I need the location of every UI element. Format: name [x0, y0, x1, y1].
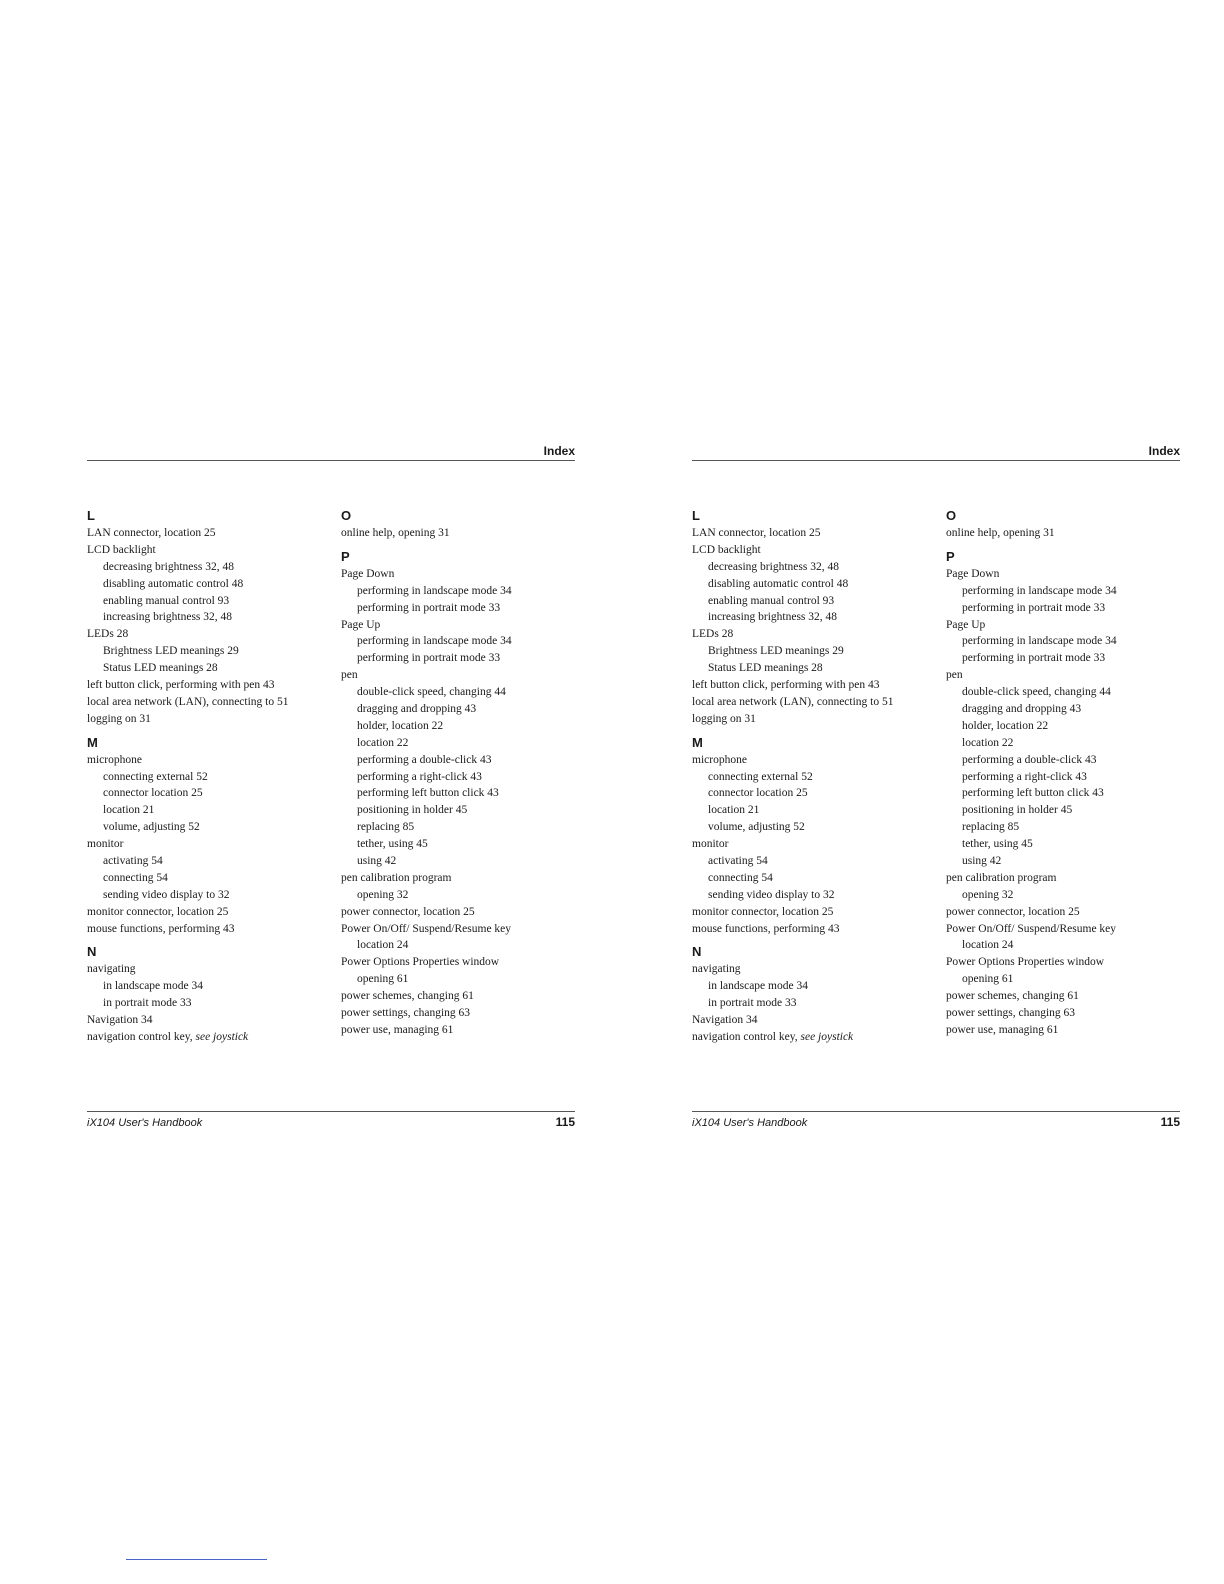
entry-text: enabling manual control 93 — [103, 594, 230, 607]
entry-text: monitor connector, location 25 — [87, 905, 229, 918]
entry-text: LAN connector, location 25 — [87, 527, 216, 539]
index-column-2 — [946, 507, 1186, 1039]
entry-text: sending video display to 32 — [708, 888, 835, 901]
index-subentry — [946, 650, 1186, 667]
entry-text: performing in landscape mode 34 — [962, 584, 1117, 597]
index-entry — [341, 566, 581, 583]
entry-text: in landscape mode 34 — [708, 980, 808, 993]
index-subentry — [87, 995, 327, 1012]
entry-text: logging on 31 — [692, 712, 756, 725]
entry-text: dragging and dropping 43 — [962, 703, 1082, 716]
index-subentry — [341, 887, 581, 904]
index-subentry — [341, 836, 581, 853]
index-entry — [692, 961, 932, 978]
index-entry — [692, 694, 932, 711]
entry-text: decreasing brightness 32, 48 — [103, 560, 234, 573]
index-entry — [87, 525, 327, 542]
index-subentry — [946, 836, 1186, 853]
index-subentry — [341, 583, 581, 600]
entry-text: activating 54 — [103, 855, 163, 868]
entry-text: opening 32 — [357, 888, 409, 901]
entry-text: Page Up — [946, 618, 986, 631]
index-subentry — [692, 769, 932, 786]
index-subentry — [87, 785, 327, 802]
entry-text: performing a right-click 43 — [357, 770, 482, 783]
index-subentry — [946, 819, 1186, 836]
index-subentry — [87, 593, 327, 610]
index-entry — [341, 667, 581, 684]
index-entry — [692, 752, 932, 769]
entry-text: navigating — [692, 963, 741, 976]
index-entry — [341, 988, 581, 1005]
index-subentry — [87, 576, 327, 593]
index-entry — [87, 1029, 327, 1046]
entry-text: pen — [341, 669, 358, 682]
section-letter: O — [341, 508, 352, 523]
entry-text: Brightness LED meanings 29 — [708, 645, 844, 658]
entry-text: performing left button click 43 — [962, 787, 1104, 800]
index-entry — [341, 954, 581, 971]
entry-text: pen calibration program — [946, 871, 1057, 884]
entry-text: power connector, location 25 — [341, 905, 475, 918]
entry-text: sending video display to 32 — [103, 888, 230, 901]
entry-text: LCD backlight — [87, 543, 156, 556]
section-letter: N — [87, 944, 97, 960]
index-section — [692, 507, 932, 728]
page-number: 115 — [555, 1115, 575, 1129]
index-entry — [692, 525, 932, 542]
index-subentry — [946, 785, 1186, 802]
entry-text: positioning in holder 45 — [357, 804, 468, 817]
entry-text: left button click, performing with pen 43 — [87, 679, 275, 692]
entry-text: performing a double-click 43 — [962, 753, 1097, 766]
running-head: Index — [543, 444, 575, 458]
entry-text: logging on 31 — [87, 712, 151, 725]
index-subentry — [692, 660, 932, 677]
entry-text: location 24 — [357, 939, 409, 952]
index-entry — [946, 525, 1186, 542]
entry-text: double-click speed, changing 44 — [357, 686, 506, 699]
index-entry — [87, 1012, 327, 1029]
index-subentry — [692, 609, 932, 626]
index-entry — [946, 904, 1186, 921]
index-subentry — [946, 583, 1186, 600]
entry-text: holder, location 22 — [962, 719, 1049, 732]
entry-text: mouse functions, performing 43 — [692, 922, 840, 935]
index-entry — [87, 752, 327, 769]
entry-text: increasing brightness 32, 48 — [708, 611, 838, 624]
index-subentry — [341, 735, 581, 752]
entry-text: online help, opening 31 — [946, 527, 1055, 539]
entry-text: microphone — [87, 753, 142, 766]
index-subentry — [946, 769, 1186, 786]
index-subentry — [946, 684, 1186, 701]
index-subentry — [341, 802, 581, 819]
entry-text: Status LED meanings 28 — [103, 662, 218, 675]
index-subentry — [692, 870, 932, 887]
index-entry — [341, 1005, 581, 1022]
entry-text: location 22 — [962, 736, 1014, 749]
entry-text: enabling manual control 93 — [708, 594, 835, 607]
entry-text: replacing 85 — [357, 821, 415, 834]
index-section — [946, 548, 1186, 1039]
index-column-2 — [341, 507, 581, 1039]
index-entry — [946, 667, 1186, 684]
entry-text: power settings, changing 63 — [341, 1007, 471, 1020]
index-subentry — [341, 971, 581, 988]
index-subentry — [692, 576, 932, 593]
index-subentry — [946, 752, 1186, 769]
index-entry — [692, 542, 932, 559]
footer-rule — [87, 1111, 575, 1112]
index-entry — [946, 617, 1186, 634]
index-entry — [946, 1022, 1186, 1039]
entry-text: Status LED meanings 28 — [708, 662, 823, 675]
entry-text: power settings, changing 63 — [946, 1007, 1076, 1020]
entry-text: navigation control key, — [87, 1031, 196, 1044]
index-subentry — [341, 819, 581, 836]
index-subentry — [87, 819, 327, 836]
entry-text: pen calibration program — [341, 871, 452, 884]
index-subentry — [87, 609, 327, 626]
entry-text: online help, opening 31 — [341, 527, 450, 539]
header-rule — [87, 460, 575, 461]
index-entry — [692, 1012, 932, 1029]
entry-text: monitor — [692, 838, 729, 851]
index-subentry — [341, 785, 581, 802]
section-letter: O — [946, 508, 957, 523]
header-rule — [692, 460, 1180, 461]
index-subentry — [87, 870, 327, 887]
entry-text: LCD backlight — [692, 543, 761, 556]
entry-text: Brightness LED meanings 29 — [103, 645, 239, 658]
footer-title: iX104 User's Handbook — [87, 1117, 203, 1129]
entry-text: double-click speed, changing 44 — [962, 686, 1111, 699]
entry-text: performing left button click 43 — [357, 787, 499, 800]
section-letter: P — [946, 548, 955, 564]
entry-text: connector location 25 — [708, 787, 808, 800]
index-subentry — [87, 887, 327, 904]
index-subentry — [341, 769, 581, 786]
index-subentry — [341, 650, 581, 667]
index-entry — [946, 988, 1186, 1005]
entry-text: performing in portrait mode 33 — [357, 601, 501, 614]
index-subentry — [692, 559, 932, 576]
entry-text: connecting 54 — [103, 871, 168, 884]
index-entry — [946, 566, 1186, 583]
index-subentry — [341, 937, 581, 954]
index-subentry — [87, 559, 327, 576]
index-subentry — [946, 937, 1186, 954]
index-subentry — [946, 802, 1186, 819]
index-section — [87, 943, 327, 1045]
index-entry — [692, 626, 932, 643]
entry-text: decreasing brightness 32, 48 — [708, 560, 839, 573]
entry-text: Power On/Off/ Suspend/Resume key — [341, 922, 512, 935]
entry-text: LEDs 28 — [87, 628, 129, 641]
index-entry — [87, 626, 327, 643]
index-entry — [341, 904, 581, 921]
entry-text: connecting external 52 — [708, 770, 813, 783]
index-section — [87, 507, 327, 728]
index-subentry — [692, 785, 932, 802]
entry-text: Page Down — [946, 567, 1000, 580]
index-subentry — [946, 735, 1186, 752]
index-entry — [87, 904, 327, 921]
index-subentry — [692, 995, 932, 1012]
entry-text: location 21 — [708, 804, 760, 817]
index-subentry — [341, 853, 581, 870]
entry-text: using 42 — [962, 855, 1002, 868]
page-number: 115 — [1160, 1115, 1180, 1129]
index-subentry — [946, 887, 1186, 904]
entry-text: performing in landscape mode 34 — [357, 584, 512, 597]
entry-text: monitor — [87, 838, 124, 851]
index-subentry — [946, 701, 1186, 718]
entry-text: monitor connector, location 25 — [692, 905, 834, 918]
entry-text: tether, using 45 — [962, 838, 1033, 851]
index-subentry — [946, 853, 1186, 870]
see-reference: see joystick — [800, 1031, 854, 1044]
index-section — [692, 943, 932, 1045]
index-entry — [692, 677, 932, 694]
index-entry — [87, 961, 327, 978]
entry-text: performing in landscape mode 34 — [962, 635, 1117, 648]
entry-text: opening 61 — [962, 973, 1014, 986]
index-subentry — [87, 643, 327, 660]
index-subentry — [341, 718, 581, 735]
entry-text: performing in portrait mode 33 — [962, 652, 1106, 665]
index-subentry — [692, 802, 932, 819]
entry-text: volume, adjusting 52 — [708, 821, 805, 834]
entry-text: performing in portrait mode 33 — [962, 601, 1106, 614]
index-section — [87, 734, 327, 938]
entry-text: power connector, location 25 — [946, 905, 1080, 918]
index-entry — [946, 1005, 1186, 1022]
entry-text: Navigation 34 — [692, 1014, 758, 1027]
index-page-left — [87, 0, 577, 1584]
index-subentry — [692, 643, 932, 660]
index-section — [946, 507, 1186, 542]
entry-text: performing a double-click 43 — [357, 753, 492, 766]
entry-text: positioning in holder 45 — [962, 804, 1073, 817]
entry-text: increasing brightness 32, 48 — [103, 611, 233, 624]
entry-text: activating 54 — [708, 855, 768, 868]
section-letter: P — [341, 548, 350, 564]
entry-text: Navigation 34 — [87, 1014, 153, 1027]
index-subentry — [341, 701, 581, 718]
index-subentry — [692, 978, 932, 995]
index-subentry — [946, 971, 1186, 988]
entry-text: performing in portrait mode 33 — [357, 652, 501, 665]
index-subentry — [87, 802, 327, 819]
entry-text: connecting 54 — [708, 871, 773, 884]
index-entry — [692, 711, 932, 728]
entry-text: holder, location 22 — [357, 719, 444, 732]
entry-text: mouse functions, performing 43 — [87, 922, 235, 935]
index-entry — [946, 921, 1186, 938]
entry-text: connector location 25 — [103, 787, 203, 800]
entry-text: using 42 — [357, 855, 397, 868]
index-entry — [692, 921, 932, 938]
entry-text: power use, managing 61 — [946, 1023, 1059, 1036]
link-underline — [126, 1559, 267, 1560]
index-entry — [87, 836, 327, 853]
index-entry — [692, 904, 932, 921]
index-column-1 — [87, 507, 327, 1046]
entry-text: LEDs 28 — [692, 628, 734, 641]
index-entry — [341, 525, 581, 542]
entry-text: volume, adjusting 52 — [103, 821, 200, 834]
index-section — [341, 507, 581, 542]
section-letter: M — [692, 734, 703, 750]
entry-text: tether, using 45 — [357, 838, 428, 851]
entry-text: location 22 — [357, 736, 409, 749]
running-head: Index — [1148, 444, 1180, 458]
index-subentry — [87, 769, 327, 786]
entry-text: Power Options Properties window — [946, 956, 1105, 969]
index-entry — [946, 954, 1186, 971]
section-letter: M — [87, 734, 98, 750]
entry-text: power schemes, changing 61 — [341, 990, 474, 1003]
entry-text: performing a right-click 43 — [962, 770, 1087, 783]
entry-text: local area network (LAN), connecting to 51 — [87, 695, 289, 708]
entry-text: pen — [946, 669, 963, 682]
index-page-right — [692, 0, 1182, 1584]
index-entry — [87, 921, 327, 938]
index-entry — [341, 870, 581, 887]
entry-text: opening 32 — [962, 888, 1014, 901]
footer-rule — [692, 1111, 1180, 1112]
index-column-1 — [692, 507, 932, 1046]
section-letter: L — [692, 508, 700, 523]
entry-text: Power Options Properties window — [341, 956, 500, 969]
entry-text: power use, managing 61 — [341, 1023, 454, 1036]
entry-text: opening 61 — [357, 973, 409, 986]
entry-text: left button click, performing with pen 43 — [692, 679, 880, 692]
entry-text: disabling automatic control 48 — [708, 577, 849, 590]
index-section — [692, 734, 932, 938]
see-reference: see joystick — [195, 1031, 249, 1044]
entry-text: LAN connector, location 25 — [692, 527, 821, 539]
index-subentry — [87, 978, 327, 995]
entry-text: Power On/Off/ Suspend/Resume key — [946, 922, 1117, 935]
index-subentry — [341, 600, 581, 617]
entry-text: local area network (LAN), connecting to 51 — [692, 695, 894, 708]
footer-title: iX104 User's Handbook — [692, 1117, 808, 1129]
index-subentry — [946, 633, 1186, 650]
index-section — [341, 548, 581, 1039]
entry-text: in portrait mode 33 — [103, 997, 192, 1010]
index-entry — [87, 677, 327, 694]
entry-text: navigation control key, — [692, 1031, 801, 1044]
entry-text: in portrait mode 33 — [708, 997, 797, 1010]
index-subentry — [87, 853, 327, 870]
index-subentry — [692, 819, 932, 836]
entry-text: replacing 85 — [962, 821, 1020, 834]
entry-text: dragging and dropping 43 — [357, 703, 477, 716]
entry-text: Page Up — [341, 618, 381, 631]
section-letter: L — [87, 508, 95, 523]
index-entry — [692, 836, 932, 853]
index-entry — [341, 617, 581, 634]
index-subentry — [946, 600, 1186, 617]
index-entry — [87, 694, 327, 711]
index-subentry — [692, 593, 932, 610]
index-entry — [87, 711, 327, 728]
index-entry — [692, 1029, 932, 1046]
entry-text: location 21 — [103, 804, 155, 817]
index-subentry — [341, 752, 581, 769]
index-entry — [946, 870, 1186, 887]
entry-text: location 24 — [962, 939, 1014, 952]
index-subentry — [341, 684, 581, 701]
section-letter: N — [692, 944, 702, 960]
index-subentry — [341, 633, 581, 650]
index-subentry — [692, 887, 932, 904]
entry-text: in landscape mode 34 — [103, 980, 203, 993]
entry-text: power schemes, changing 61 — [946, 990, 1079, 1003]
index-entry — [87, 542, 327, 559]
entry-text: microphone — [692, 753, 747, 766]
index-entry — [341, 921, 581, 938]
entry-text: disabling automatic control 48 — [103, 577, 244, 590]
index-subentry — [946, 718, 1186, 735]
index-subentry — [87, 660, 327, 677]
index-subentry — [692, 853, 932, 870]
entry-text: navigating — [87, 963, 136, 976]
entry-text: performing in landscape mode 34 — [357, 635, 512, 648]
entry-text: connecting external 52 — [103, 770, 208, 783]
index-entry — [341, 1022, 581, 1039]
entry-text: Page Down — [341, 567, 395, 580]
